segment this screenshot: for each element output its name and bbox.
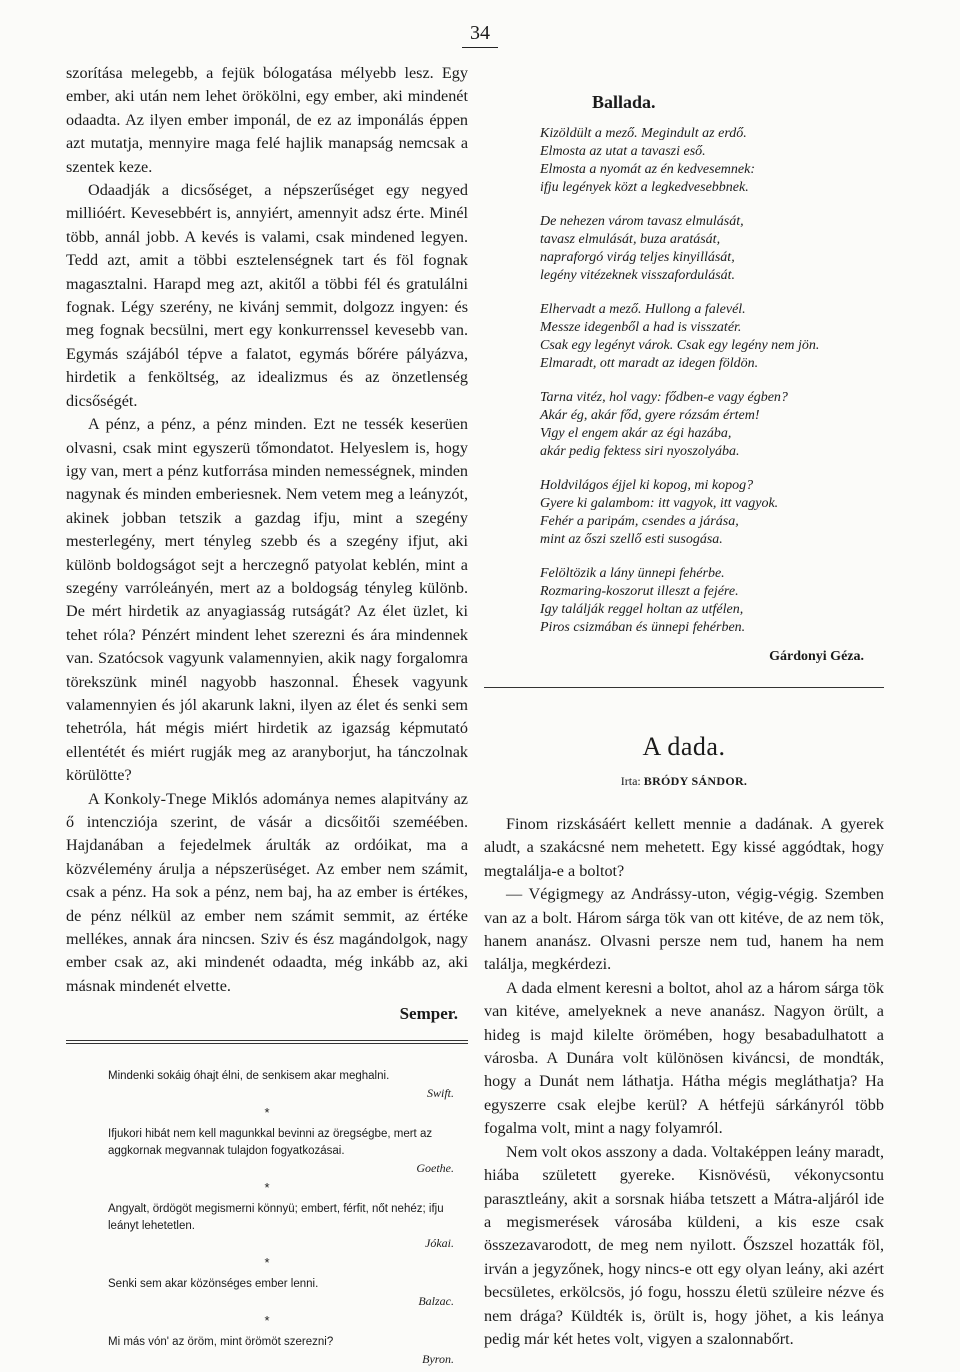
- quote: [66, 1334, 468, 1368]
- double-divider: [66, 1040, 468, 1044]
- quote: [66, 1126, 468, 1177]
- poem-stanza: [540, 477, 884, 549]
- poem-line: akár pedig fektess siri nyoszolyába.: [540, 444, 740, 459]
- poem-line: mint az őszi szellő esti susogása.: [540, 532, 723, 547]
- poem-line: Holdvilágos éjjel ki kopog, mi kopog?: [540, 478, 754, 493]
- quote-author: Byron.: [422, 1352, 454, 1367]
- poem-line: Fehér a paripám, csendes a járása,: [540, 514, 739, 529]
- poem-line: Piros csizmában és ünnepi fehérben.: [540, 620, 746, 635]
- poem-line: Tarna vitéz, hol vagy: fődben-e vagy égben?: [540, 390, 788, 405]
- poem-stanza: [540, 125, 884, 197]
- quote: [66, 1068, 468, 1102]
- poem-line: Akár ég, akár főd, gyere rózsám értem!: [540, 408, 760, 423]
- story-text: [484, 813, 884, 1351]
- quotes-section: [66, 1068, 468, 1368]
- quote-text: Mi más vón' az öröm, mint örömöt szerezni?: [108, 1336, 334, 1349]
- poem-stanza: [540, 213, 884, 285]
- poem-stanza: [540, 389, 884, 461]
- story-title: A dada.: [642, 732, 726, 761]
- story-paragraph: Finom rizskásáért kellett mennie a dadának. A gyerek aludt, a szakácsné nem mehetett. Egy kissé aggódtak, hogy megtalálja-e a boltot?: [484, 815, 884, 880]
- quote: [66, 1276, 468, 1310]
- page-number: 34: [462, 22, 498, 48]
- poem-line: Elhervadt a mező. Hullong a falevél.: [540, 302, 746, 317]
- asterisk-separator: *: [264, 1180, 270, 1196]
- quote-author: Swift.: [426, 1086, 454, 1101]
- poem-stanza: [540, 565, 884, 637]
- byline-author: BRÓDY SÁNDOR.: [643, 774, 748, 788]
- poem-line: Csak egy legényt várok. Csak egy legény nem jön.: [540, 338, 820, 353]
- poem-line: Vigy el engem akár az égi hazába,: [540, 426, 732, 441]
- right-column: [484, 92, 884, 1351]
- poem-line: Rozmaring-koszorut illeszt a fejére.: [540, 584, 739, 599]
- quote-text: Ifjukori hibát nem kell magunkkal bevinni az öregségbe, mert az aggkornak megvannak tulajdon fogyatkozásai.: [108, 1128, 433, 1158]
- poem-line: Messze idegenből a had is visszatér.: [540, 320, 742, 335]
- ballad-poem: [484, 125, 884, 637]
- quote-author: Jókai.: [425, 1236, 454, 1251]
- quote: [66, 1201, 468, 1252]
- article-paragraph: Odaadják a dicsőséget, a népszerűséget egy negyed millióért. Kevesebbért is, annyiért, amennyit adsz érte. Minél több, annál jobb. A kevés is valami, csak mindened legyen. Tedd azt, amit a többi esztelenségnek tart és föl fognak magasztalni. Harapd meg azt, akitől a többi fél és gratulálni fognak. Légy szerény, ne kivánj semmit, dolgozz ingyen: és meg fognak becsülni, mert egy konkurrenssel kevesebb van. Egymás szájából tépve a falatot, egymás bőrére pályázva, hirdetik a fenköltség, az idealizmus és az önzetlenség dicsőségét.: [66, 181, 468, 410]
- editorial-article: [66, 62, 468, 998]
- poem-line: Elmaradt, ott maradt az idegen földön.: [540, 356, 759, 371]
- quote-text: Angyalt, ördögöt megismerni könnyü; embert, férfit, nőt nehéz; ifju leányt lehetetlen.: [108, 1203, 444, 1233]
- poem-line: Elmosta az utat a tavaszi eső.: [540, 144, 706, 159]
- poem-line: Kizöldült a mező. Megindult az erdő.: [540, 126, 747, 141]
- story-paragraph: Nem volt okos asszony a dada. Voltaképpen leány maradt, hiába született gyereke. Kisnövésü, vékonycsontu parasztleány, akit a sorsnak hiába tetszett a Mátra-aljáról ide a megismerések városába küldeni, a kis esze csak összezavarodott, de meg nem nyilott. Őszszel hozatták föl, irván a jegyzőnek, hogy nincs-e ott egy olyan leány, aki azért becsületes, erkölcsös, jó fogu, hosszu életü szüleire nézve és nem drága? Küldték is, örült is, hogy jöhet, a kis leánya pedig már két hetes volt, vigyen a szalonnabőrt.: [484, 1142, 884, 1348]
- story-byline: [484, 774, 884, 789]
- article-author: Semper.: [399, 1004, 458, 1024]
- article-paragraph: A Konkoly-Tnege Miklós adománya nemes alapitvány az ő intencziója szerint, de vásár a dicsőitői szeméében. Hajdanában a fejedelmek árulták az ordóikat, ma a közvélemény árulja a népszerüséget. Az ember nem számit, csak a pénz. Ha sok a pénz, nem baj, ha az ember is értékes, de pénz nélkül az ember nem számit semmit, az értéke mellékes, annak ára nincsen. Sziv és ész magándolgok, nagy ember csak az, aki mindenét odaadta, még inkább az, aki másnak mindenét elvette.: [66, 789, 468, 995]
- asterisk-separator: *: [264, 1313, 270, 1329]
- ballad-title: Ballada.: [592, 92, 656, 112]
- poem-line: De nehezen várom tavasz elmulását,: [540, 214, 744, 229]
- asterisk-separator: *: [264, 1255, 270, 1271]
- quote-author: Balzac.: [418, 1294, 454, 1309]
- poem-line: tavasz elmulását, buza aratását,: [540, 232, 721, 247]
- poem-author: Gárdonyi Géza.: [769, 649, 864, 664]
- poem-line: Elmosta a nyomát az én kedvesemnek:: [540, 162, 755, 177]
- left-column: [66, 62, 468, 1372]
- poem-stanza: [540, 301, 884, 373]
- poem-line: Felöltözik a lány ünnepi fehérbe.: [540, 566, 725, 581]
- story-paragraph: — Végigmegy az Andrássy-uton, végig-végig. Szemben van az a bolt. Három sárga tök van ott kitéve, de az nem tök, hanem ananász. Olvasni persze nem tud, hanem ha nem találja, megkérdezi.: [484, 885, 884, 974]
- byline-prefix: Irta:: [620, 774, 641, 788]
- poem-line: napraforgó virág teljes kinyillását,: [540, 250, 735, 265]
- poem-line: Igy találják reggel holtan az utfélen,: [540, 602, 744, 617]
- quote-text: Senki sem akar közönséges ember lenni.: [108, 1278, 319, 1291]
- poem-line: Gyere ki galambom: itt vagyok, itt vagyok.: [540, 496, 779, 511]
- asterisk-separator: *: [264, 1105, 270, 1121]
- article-paragraph: szorítása melegebb, a fejük bólogatása mélyebb lesz. Egy ember, aki után nem lehet örökölni, egy ember, aki mindenét odaadta. Az ilyen ember imponál, de ez az imponálás éppen azt mutatja, mennyire maga felé hajlik manapság nemcsak a szentek keze.: [66, 64, 468, 176]
- quote-text: Mindenki sokáig óhajt élni, de senkisem akar meghalni.: [108, 1070, 390, 1083]
- poem-line: legény vitézeknek visszafordulását.: [540, 268, 736, 283]
- section-divider: [484, 687, 884, 688]
- poem-line: ifju legények közt a legkedvesebbnek.: [540, 180, 749, 195]
- article-paragraph: A pénz, a pénz, a pénz minden. Ezt ne tessék keserüen olvasni, csak mint egyszerü tőmondatot. Helyeslem is, hogy igy van, mert a pénz kutforrása minden nemességnek, minden nagynak és minden emberiesnek. Nem vetem meg a leányzót, akinek jobban tetszik a gazdag ifju, mint a szegény mesterlegény, mert tényleg szebb és a szegény ifjut, aki különb boldogságot sejt a herczegnő patyolat keblén, mint a szegény varróleányén, mert az a boldogság tényleg különb. De mért hirdetik az anyagiasság rutságát? Az élet üzlet, ki tehet róla? Pénzért mindent lehet szerezni és ára mindennek van. Szatócsok vagyunk valamennyien, akik nagy forgalomra törekszünk minél nagyobb haszonnal. Éhesek vagyunk valamennyien és jól akarunk lakni, ilyen az élet és senki sem tehetróla, hát mégis miért hirdetik az igazság képmutató ellentétét és miért rugják meg az aranyborjut, ha tánczolnak körülötte?: [66, 415, 468, 785]
- story-paragraph: A dada elment keresni a boltot, ahol az a három sárga tök van kitéve, amelyeknek a neve ananász. Nagyon örült, a hideg is majd kilelte örömében, hogy besabadulhatott a városba. A Dunára volt különösen kiváncsi, de mondták, hogy a Dunát nem láthatja. Hátha mégis megláthatja? Ha egyszerre csak elejbe kerül? A hétfejü sárkányról több fogalma volt, mint a nagy folyamról.: [484, 978, 884, 1138]
- quote-author: Goethe.: [416, 1161, 454, 1176]
